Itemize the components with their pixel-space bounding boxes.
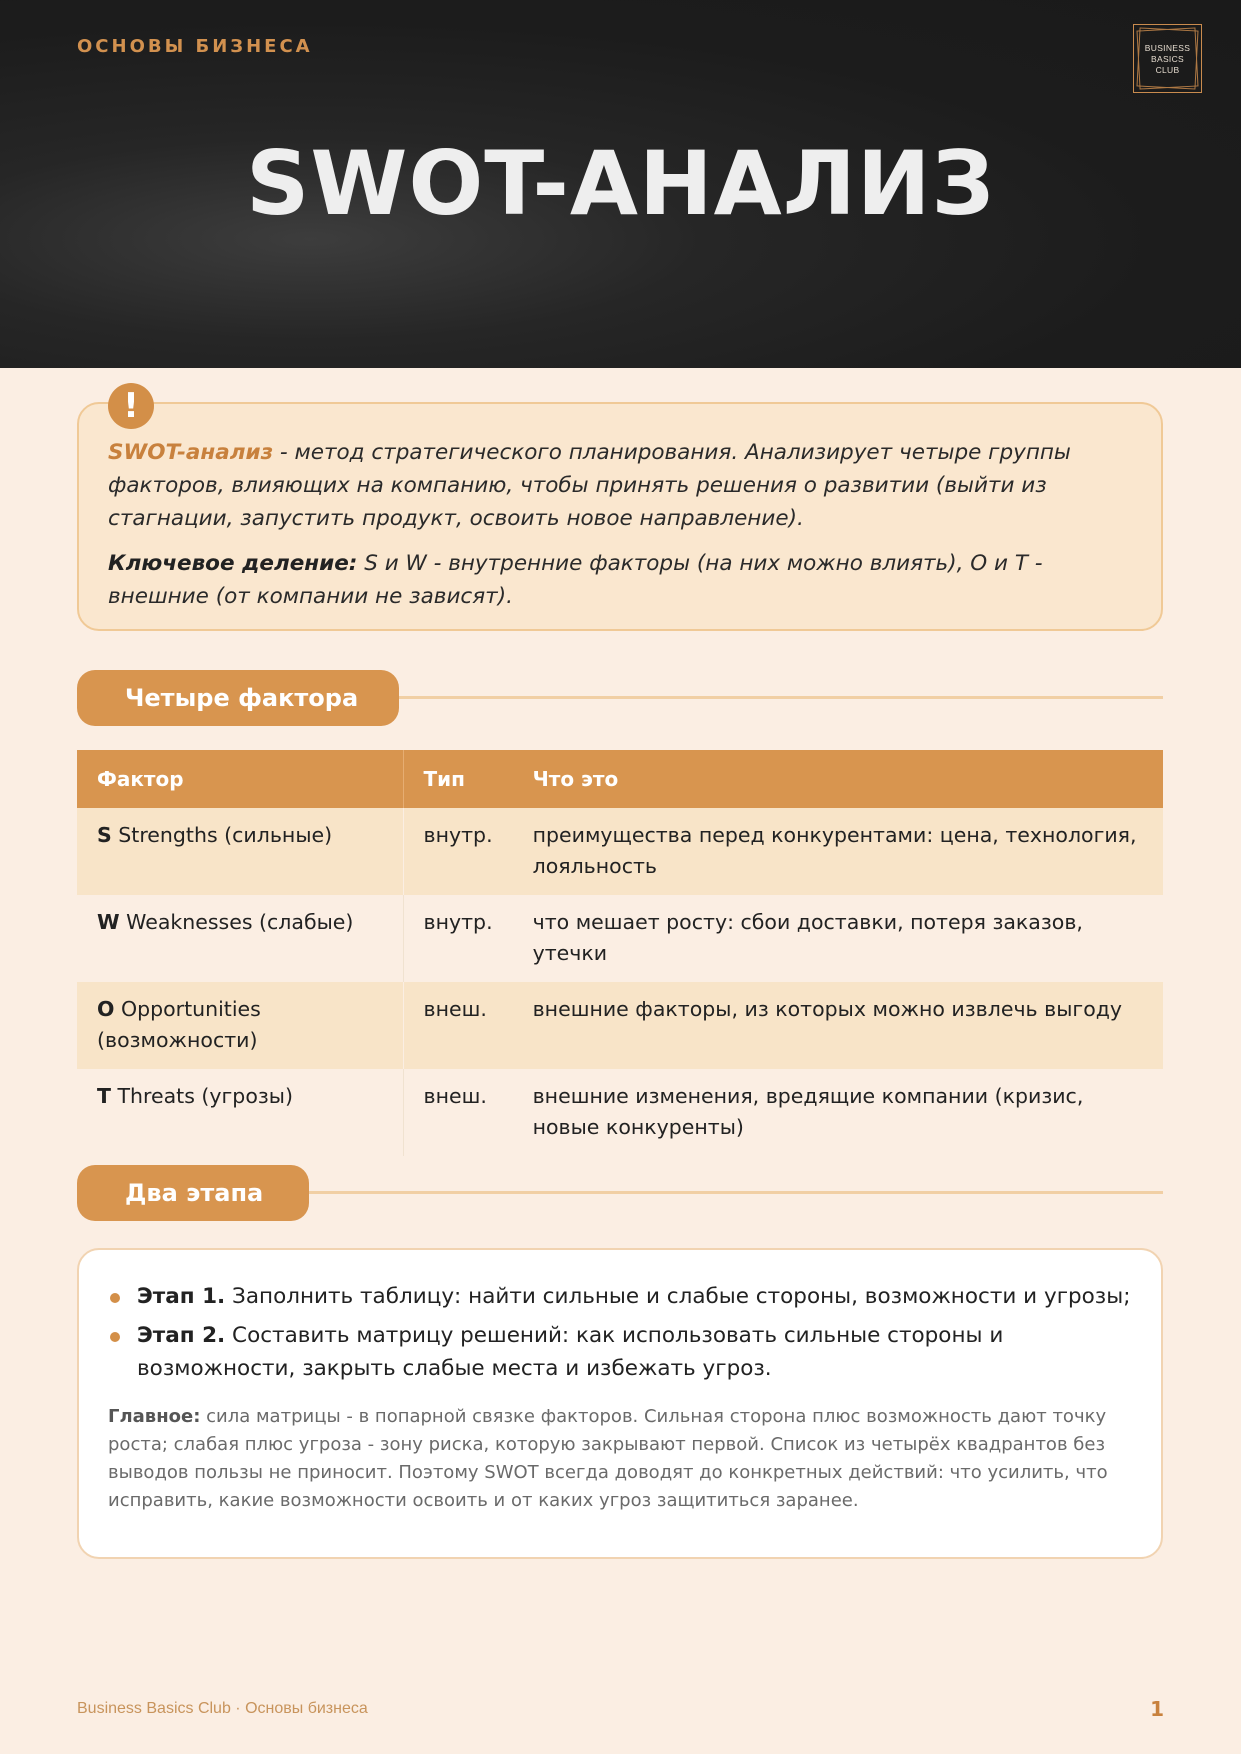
exclamation-icon: ! — [108, 383, 154, 429]
type-cell: внеш. — [403, 1069, 513, 1156]
logo-line-1: BUSINESS — [1144, 43, 1191, 53]
factor-letter: W — [97, 910, 120, 934]
page-number: 1 — [1150, 1697, 1164, 1721]
column-header-factor: Фактор — [77, 750, 403, 808]
summary-paragraph — [108, 1403, 1132, 1515]
type-cell: внутр. — [403, 895, 513, 982]
stage-text: Составить матрицу решений: как использовать сильные стороны и возможности, закрыть слабые места и избежать угроз. — [137, 1323, 1004, 1381]
summary-label: Главное: — [108, 1406, 201, 1427]
factor-name: Opportunities (возможности) — [97, 997, 261, 1052]
definition-paragraph — [108, 436, 1132, 535]
factor-cell — [77, 895, 403, 982]
description-cell: внешние изменения, вредящие компании (кризис, новые конкуренты) — [513, 1069, 1163, 1156]
list-item — [108, 1319, 1132, 1385]
column-header-type: Тип — [403, 750, 513, 808]
definition-term: SWOT-анализ — [108, 440, 274, 465]
logo-line-3: CLUB — [1155, 65, 1180, 75]
factor-cell — [77, 982, 403, 1069]
factor-letter: T — [97, 1084, 111, 1108]
description-cell: что мешает росту: сбои доставки, потеря заказов, утечки — [513, 895, 1163, 982]
key-division-paragraph — [108, 547, 1132, 613]
factor-name: Threats (угрозы) — [110, 1084, 293, 1108]
page-header — [0, 0, 1241, 368]
logo-text — [1134, 43, 1201, 76]
table-row — [77, 982, 1163, 1069]
stage-label: Этап 1. — [137, 1284, 226, 1309]
factor-letter: O — [97, 997, 115, 1021]
section-divider — [380, 696, 1163, 699]
table-row — [77, 895, 1163, 982]
factors-table — [77, 750, 1163, 1156]
footer-caption: Business Basics Club · Основы бизнеса — [77, 1700, 368, 1717]
page-title: SWOT-АНАЛИЗ — [246, 132, 995, 235]
column-header-description: Что это — [513, 750, 1163, 808]
logo-line-2: BASICS — [1151, 54, 1184, 64]
factor-cell — [77, 1069, 403, 1156]
definition-callout — [77, 402, 1163, 631]
list-item — [108, 1280, 1132, 1313]
stages-list — [108, 1280, 1132, 1385]
description-cell: преимущества перед конкурентами: цена, технология, лояльность — [513, 808, 1163, 895]
club-logo — [1133, 24, 1202, 93]
key-division-text: S и W - внутренние факторы (на них можно влиять), O и T - внешние (от компании не зависят). — [108, 551, 1043, 609]
stage-label: Этап 2. — [137, 1323, 226, 1348]
summary-text: сила матрицы - в попарной связке факторов. Сильная сторона плюс возможность дают точку роста; слабая плюс угроза - зону риска, которую закрывают первой. Список из четырёх квадрантов без выводов пользы не приносит. Поэтому SWOT всегда доводят до конкретных действий: что усилить, что исправить, какие возможности освоить и от каких угроз защититься заранее. — [108, 1406, 1108, 1511]
description-cell: внешние факторы, из которых можно извлечь выгоду — [513, 982, 1163, 1069]
section-divider — [300, 1191, 1163, 1194]
table-row — [77, 1069, 1163, 1156]
type-cell: внутр. — [403, 808, 513, 895]
table-header-row — [77, 750, 1163, 808]
section-title-stages: Два этапа — [77, 1165, 309, 1221]
definition-text: - метод стратегического планирования. Анализирует четыре группы факторов, влияющих на компанию, чтобы принять решения о развитии (выйти из стагнации, запустить продукт, освоить новое направление). — [108, 440, 1071, 531]
stages-card — [77, 1248, 1163, 1559]
stage-text: Заполнить таблицу: найти сильные и слабые стороны, возможности и угрозы; — [225, 1284, 1131, 1309]
table-row — [77, 808, 1163, 895]
factor-name: Strengths (сильные) — [111, 823, 333, 847]
header-kicker: ОСНОВЫ БИЗНЕСА — [77, 36, 313, 57]
factor-cell — [77, 808, 403, 895]
factor-name: Weaknesses (слабые) — [119, 910, 354, 934]
section-title-factors: Четыре фактора — [77, 670, 399, 726]
key-division-label: Ключевое деление: — [108, 551, 358, 576]
type-cell: внеш. — [403, 982, 513, 1069]
factor-letter: S — [97, 823, 112, 847]
